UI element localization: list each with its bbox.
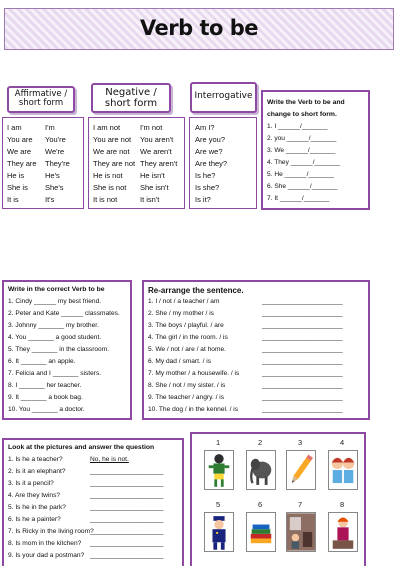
list-item: 8. Is mom in the kitchen? bbox=[8, 540, 82, 547]
title-banner bbox=[4, 8, 394, 50]
twins-picture bbox=[328, 450, 358, 490]
correct-verb-title: Write in the correct Verb to be bbox=[8, 286, 105, 293]
list-item[interactable]: 4. You _______ a good student. bbox=[8, 334, 102, 341]
table-row bbox=[190, 183, 256, 194]
table-row bbox=[3, 171, 83, 182]
negative-header bbox=[91, 83, 171, 113]
table-row bbox=[3, 183, 83, 194]
table-row bbox=[89, 171, 184, 182]
pictures-question-title: Look at the pictures and answer the question bbox=[8, 444, 155, 451]
picture-number: 5 bbox=[216, 500, 221, 509]
interrogative-form: Is she? bbox=[195, 183, 220, 192]
table-row bbox=[190, 159, 256, 170]
write-verb-panel bbox=[261, 90, 370, 210]
negative-short: She isn't bbox=[140, 183, 169, 192]
affirmative-short: You're bbox=[45, 135, 66, 144]
answer-blank[interactable]: ____________________ bbox=[90, 516, 164, 523]
interrogative-table bbox=[189, 117, 257, 209]
answer-blank[interactable]: ____________________ bbox=[90, 540, 164, 547]
list-item[interactable]: 6. It _______ an apple. bbox=[8, 358, 76, 365]
list-item[interactable]: 2. Peter and Kate ______ classmates. bbox=[8, 310, 120, 317]
list-item: 9. Is your dad a postman? bbox=[8, 552, 85, 559]
list-item: 7. Is Ricky in the living room? bbox=[8, 528, 94, 535]
list-item[interactable]: 10. You _______ a doctor. bbox=[8, 406, 85, 413]
negative-full: He is not bbox=[93, 171, 123, 180]
affirmative-short: He's bbox=[45, 171, 60, 180]
affirmative-short: They're bbox=[45, 159, 70, 168]
answer-blank[interactable]: ______________________ bbox=[262, 394, 343, 401]
negative-header-line-1: Negative / bbox=[105, 87, 157, 98]
answer-blank[interactable]: ____________________ bbox=[90, 468, 164, 475]
example-answer: No, he is not. bbox=[90, 456, 129, 463]
list-item[interactable]: 1. Cindy ______ my best friend. bbox=[8, 298, 102, 305]
list-item[interactable]: 7. Felicia and I _______ sisters. bbox=[8, 370, 102, 377]
answer-blank[interactable]: ______________________ bbox=[262, 358, 343, 365]
table-row bbox=[3, 195, 83, 206]
affirmative-full: They are bbox=[7, 159, 37, 168]
pictures-question-panel bbox=[2, 438, 184, 566]
rearrange-panel bbox=[142, 280, 370, 420]
write-verb-title-1: Write the Verb to be and bbox=[267, 99, 345, 106]
list-item: 8. She / not / my sister. / is bbox=[148, 382, 226, 389]
interrogative-form: Are you? bbox=[195, 135, 226, 144]
affirmative-short: It's bbox=[45, 195, 55, 204]
affirmative-header bbox=[7, 86, 75, 113]
affirmative-short: I'm bbox=[45, 123, 55, 132]
answer-blank[interactable]: ______________________ bbox=[262, 298, 343, 305]
table-row bbox=[89, 147, 184, 158]
list-item: 6. My dad / smart. / is bbox=[148, 358, 212, 365]
kitchen-picture bbox=[328, 512, 358, 552]
affirmative-full: I am bbox=[7, 123, 22, 132]
rearrange-title: Re-arrange the sentence. bbox=[148, 286, 244, 295]
negative-full: They are not bbox=[93, 159, 136, 168]
list-item[interactable]: 3. We ______/_______ bbox=[267, 147, 336, 154]
affirmative-table bbox=[2, 117, 84, 209]
write-verb-title-2: change to short form. bbox=[267, 111, 337, 118]
answer-blank[interactable]: ______________________ bbox=[262, 406, 343, 413]
negative-short: It isn't bbox=[140, 195, 160, 204]
interrogative-form: Are they? bbox=[195, 159, 228, 168]
negative-header-line-2: short form bbox=[104, 98, 158, 109]
list-item[interactable]: 7. It ______/_______ bbox=[267, 195, 330, 202]
policeman-picture bbox=[204, 512, 234, 552]
interrogative-header bbox=[190, 82, 257, 113]
answer-blank[interactable]: ______________________ bbox=[262, 334, 343, 341]
table-row bbox=[190, 135, 256, 146]
answer-blank[interactable]: ______________________ bbox=[262, 370, 343, 377]
picture-number: 6 bbox=[258, 500, 263, 509]
picture-number: 8 bbox=[340, 500, 345, 509]
list-item: 6. Is he a painter? bbox=[8, 516, 61, 523]
correct-verb-panel bbox=[2, 280, 132, 420]
list-item: 9. The teacher / angry. / is bbox=[148, 394, 224, 401]
interrogative-header-text: Interrogative bbox=[194, 91, 253, 101]
picture-number: 4 bbox=[340, 438, 345, 447]
affirmative-full: You are bbox=[7, 135, 33, 144]
affirmative-short: She's bbox=[45, 183, 64, 192]
list-item[interactable]: 5. They _______ in the classroom. bbox=[8, 346, 110, 353]
answer-blank[interactable]: ______________________ bbox=[262, 346, 343, 353]
list-item[interactable]: 8. I _______ her teacher. bbox=[8, 382, 82, 389]
list-item[interactable]: 6. She ______/_______ bbox=[267, 183, 338, 190]
list-item: 3. The boys / playful. / are bbox=[148, 322, 224, 329]
answer-blank[interactable]: ______________________ bbox=[262, 310, 343, 317]
table-row bbox=[3, 123, 83, 134]
table-row bbox=[3, 159, 83, 170]
affirmative-full: We are bbox=[7, 147, 32, 156]
affirmative-header-line-2: short form bbox=[18, 98, 64, 109]
list-item[interactable]: 5. He ______/_______ bbox=[267, 171, 335, 178]
list-item: 4. The girl / in the room. / is bbox=[148, 334, 228, 341]
list-item: 7. My mother / a housewife. / is bbox=[148, 370, 240, 377]
table-row bbox=[3, 147, 83, 158]
picture-number: 1 bbox=[216, 438, 221, 447]
negative-full: You are not bbox=[93, 135, 132, 144]
negative-full: We are not bbox=[93, 147, 130, 156]
affirmative-full: She is bbox=[7, 183, 28, 192]
list-item: 4. Are they twins? bbox=[8, 492, 61, 499]
list-item: 5. Is he in the park? bbox=[8, 504, 66, 511]
affirmative-short: We're bbox=[45, 147, 65, 156]
answer-blank[interactable]: ____________________ bbox=[90, 528, 164, 535]
list-item: 10. The dog / in the kennel. / is bbox=[148, 406, 239, 413]
negative-short: I'm not bbox=[140, 123, 163, 132]
table-row bbox=[190, 123, 256, 134]
negative-table bbox=[88, 117, 185, 209]
elephant-picture bbox=[246, 450, 276, 490]
list-item: 2. She / my mother / is bbox=[148, 310, 214, 317]
table-row bbox=[190, 195, 256, 206]
list-item: 1. Is he a teacher? bbox=[8, 456, 63, 463]
list-item: 1. I / not / a teacher / am bbox=[148, 298, 220, 305]
list-item[interactable]: 2. you ______/_______ bbox=[267, 135, 337, 142]
football-player-picture bbox=[204, 450, 234, 490]
negative-short: They aren't bbox=[140, 159, 178, 168]
negative-full: I am not bbox=[93, 123, 121, 132]
list-item: 5. We / not / are / at home. bbox=[148, 346, 226, 353]
table-row bbox=[89, 123, 184, 134]
table-row bbox=[89, 135, 184, 146]
interrogative-form: Is it? bbox=[195, 195, 211, 204]
list-item[interactable]: 9. It _______ a book bag. bbox=[8, 394, 83, 401]
interrogative-form: Is he? bbox=[195, 171, 216, 180]
worksheet-title: Verb to be bbox=[139, 16, 259, 40]
answer-blank[interactable]: ______________________ bbox=[262, 322, 343, 329]
picture-number: 3 bbox=[298, 438, 303, 447]
table-row bbox=[190, 171, 256, 182]
negative-full: She is not bbox=[93, 183, 127, 192]
answer-blank[interactable]: ______________________ bbox=[262, 382, 343, 389]
books-picture bbox=[246, 512, 276, 552]
pictures-panel bbox=[190, 432, 366, 566]
room-picture bbox=[286, 512, 316, 552]
answer-blank[interactable]: ____________________ bbox=[90, 492, 164, 499]
table-row bbox=[3, 135, 83, 146]
interrogative-form: Are we? bbox=[195, 147, 223, 156]
table-row bbox=[89, 195, 184, 206]
list-item[interactable]: 1. I ______/_______ bbox=[267, 123, 328, 130]
negative-full: It is not bbox=[93, 195, 118, 204]
table-row bbox=[190, 147, 256, 158]
answer-blank[interactable]: ____________________ bbox=[90, 504, 164, 511]
affirmative-full: It is bbox=[7, 195, 19, 204]
table-row bbox=[89, 159, 184, 170]
list-item[interactable]: 3. Johnny _______ my brother. bbox=[8, 322, 99, 329]
answer-blank[interactable]: ____________________ bbox=[90, 552, 164, 559]
affirmative-header-line-1: Affirmative / bbox=[14, 89, 68, 99]
list-item: 3. Is it a pencil? bbox=[8, 480, 54, 487]
affirmative-full: He is bbox=[7, 171, 25, 180]
interrogative-form: Am I? bbox=[195, 123, 215, 132]
answer-blank[interactable]: ____________________ bbox=[90, 480, 164, 487]
picture-number: 2 bbox=[258, 438, 263, 447]
table-row bbox=[89, 183, 184, 194]
negative-short: You aren't bbox=[140, 135, 174, 144]
negative-short: We aren't bbox=[140, 147, 172, 156]
pencil-picture bbox=[286, 450, 316, 490]
list-item[interactable]: 4. They ______/_______ bbox=[267, 159, 341, 166]
negative-short: He isn't bbox=[140, 171, 165, 180]
list-item: 2. Is it an elephant? bbox=[8, 468, 66, 475]
picture-number: 7 bbox=[298, 500, 303, 509]
